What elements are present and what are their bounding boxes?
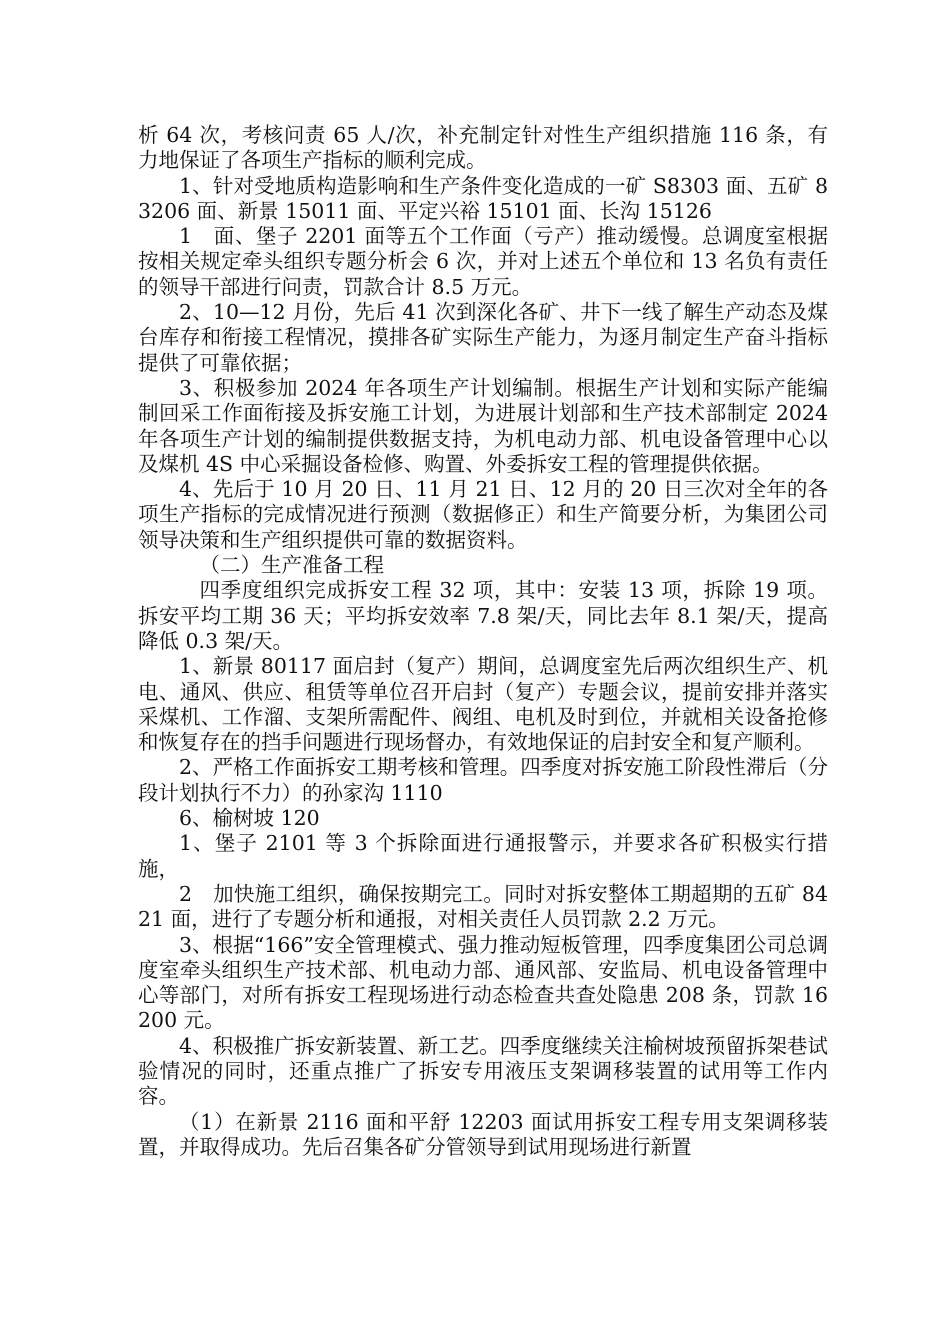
paragraph-1: 1、针对受地质构造影响和生产条件变化造成的一矿 S8303 面、五矿 83206 面、新景 15011 面、平定兴裕 15101 面、长沟 15126	[138, 173, 828, 223]
paragraph-13: 3、根据“166”安全管理模式、强力推动短板管理，四季度集团公司总调度室牵头组织生产技术部、机电动力部、通风部、安监局、机电设备管理中心等部门，对所有拆安工程现场进行动态检查共查处隐患 208 条，罚款 16200 元。	[138, 932, 828, 1033]
paragraph-12: 2 加快施工组织，确保按期完工。同时对拆安整体工期超期的五矿 8421 面，进行了专题分析和通报，对相关责任人员罚款 2.2 万元。	[138, 881, 828, 932]
paragraph-0: 析 64 次，考核问责 65 人/次，补充制定针对性生产组织措施 116 条，有力地保证了各项生产指标的顺利完成。	[138, 123, 828, 173]
paragraph-2: 1 面、堡子 2201 面等五个工作面（亏产）推动缓慢。总调度室根据按相关规定牵头组织专题分析会 6 次，并对上述五个单位和 13 名负有责任的领导干部进行问责，罚款合计 8.5 万元。	[138, 224, 828, 299]
paragraph-10: 6、榆树坡 120	[179, 806, 320, 831]
document-page	[138, 123, 828, 1160]
paragraph-15: （1）在新景 2116 面和平舒 12203 面试用拆安工程专用支架调移装置，并取得成功。先后召集各矿分管领导到试用现场进行新置	[138, 1109, 828, 1159]
paragraph-7: 四季度组织完成拆安工程 32 项，其中：安装 13 项，拆除 19 项。拆安平均工期 36 天；平均拆安效率 7.8 架/天，同比去年 8.1 架/天，提高降低 0.3 架/天。	[138, 578, 828, 653]
paragraph-11: 1、堡子 2101 等 3 个拆除面进行通报警示，并要求各矿积极实行措施，	[138, 831, 828, 881]
paragraph-8: 1、新景 80117 面启封（复产）期间，总调度室先后两次组织生产、机电、通风、供应、租赁等单位召开启封（复产）专题会议，提前安排并落实采煤机、工作溜、支架所需配件、阀组、电机及时到位，并就相关设备抢修和恢复存在的挡手问题进行现场督办，有效地保证的启封安全和复产顺利。	[138, 654, 828, 755]
paragraph-3: 2、10—12 月份，先后 41 次到深化各矿、井下一线了解生产动态及煤台库存和衔接工程情况，摸排各矿实际生产能力，为逐月制定生产奋斗指标提供了可靠依据；	[138, 300, 828, 375]
paragraph-6: （二）生产准备工程	[199, 553, 384, 578]
paragraph-4: 3、积极参加 2024 年各项生产计划编制。根据生产计划和实际产能编制回采工作面衔接及拆安施工计划，为进展计划部和生产技术部制定 2024 年各项生产计划的编制提供数据支持，为机电动力部、机电设备管理中心以及煤机 4S 中心采掘设备检修、购置、外委拆安工程的管理提供依据。	[138, 375, 828, 476]
paragraph-14: 4、积极推广拆安新装置、新工艺。四季度继续关注榆树坡预留拆架巷试验情况的同时，还重点推广了拆安专用液压支架调移装置的试用等工作内容。	[138, 1033, 828, 1109]
paragraph-5: 4、先后于 10 月 20 日、11 月 21 日、12 月的 20 日三次对全年的各项生产指标的完成情况进行预测（数据修正）和生产简要分析，为集团公司领导决策和生产组织提供可靠的数据资料。	[138, 477, 828, 552]
paragraph-9: 2、严格工作面拆安工期考核和管理。四季度对拆安施工阶段性滞后（分段计划执行不力）的孙家沟 1110	[138, 755, 828, 805]
